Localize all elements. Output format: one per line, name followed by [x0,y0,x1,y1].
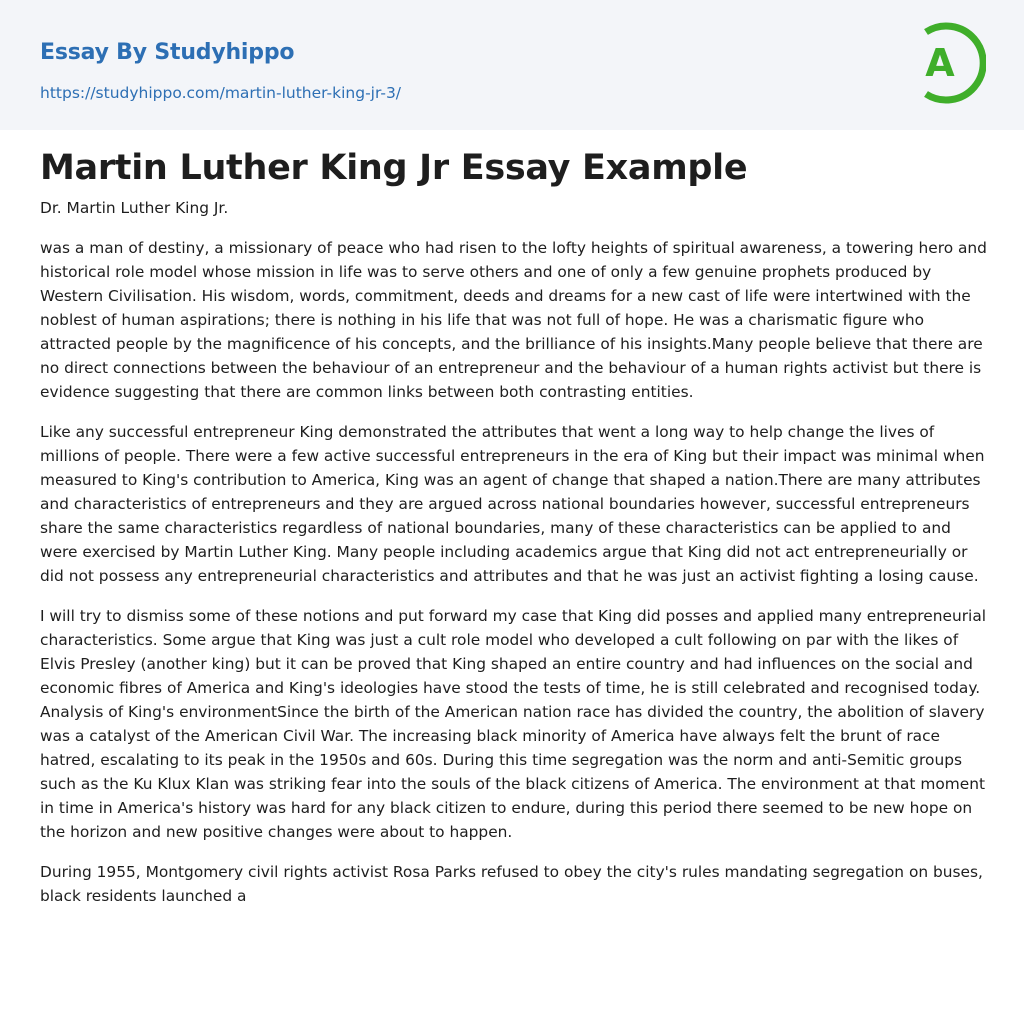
article-title: Martin Luther King Jr Essay Example [40,148,748,188]
site-header [0,0,1024,130]
brand-title[interactable]: Essay By Studyhippo [40,40,295,65]
svg-text:A: A [925,41,955,85]
studyhippo-logo-icon[interactable] [912,20,986,106]
article-paragraph: Dr. Martin Luther King Jr. [40,199,229,217]
article-url-link[interactable]: https://studyhippo.com/martin-luther-king-jr-3/ [40,84,402,102]
article-paragraph: During 1955, Montgomery civil rights activist Rosa Parks refused to obey the city's rules mandating segregation on buses, black residents launched a [40,863,983,905]
article-paragraph: I will try to dismiss some of these notions and put forward my case that King did posses and applied many entrepreneurial characteristics. Some argue that King was just a cult role model who developed a cult following on par with the likes of Elvis Presley (another king) but it can be proved that King shaped an entire country and had influences on the social and economic fibres of America and King's ideologies have stood the tests of time, he is still celebrated and recognised today. Analysis of King's environmentSince the birth of the American nation race has divided the country, the abolition of slavery was a catalyst of the American Civil War. The increasing black minority of America have always felt the brunt of race hatred, escalating to its peak in the 1950s and 60s. During this time segregation was the norm and anti-Semitic groups such as the Ku Klux Klan was striking fear into the souls of the black citizens of America. The environment at that moment in time in America's history was hard for any black citizen to endure, during this period there seemed to be new hope on the horizon and new positive changes were about to happen. [40,607,987,841]
article-body [40,144,990,924]
article-paragraph: was a man of destiny, a missionary of peace who had risen to the lofty heights of spiritual awareness, a towering hero and historical role model whose mission in life was to serve others and one of only a few genuine prophets produced by Western Civilisation. His wisdom, words, commitment, deeds and dreams for a new cast of life were intertwined with the noblest of human aspirations; there is nothing in his life that was not full of hope. He was a charismatic figure who attracted people by the magnificence of his concepts, and the brilliance of his insights.Many people believe that there are no direct connections between the behaviour of an entrepreneur and the behaviour of a human rights activist but there is evidence suggesting that there are common links between both contrasting entities. [40,239,987,401]
article-paragraph: Like any successful entrepreneur King demonstrated the attributes that went a long way to help change the lives of millions of people. There were a few active successful entrepreneurs in the era of King but their impact was minimal when measured to King's contribution to America, King was an agent of change that shaped a nation.There are many attributes and characteristics of entrepreneurs and they are argued across national boundaries however, successful entrepreneurs share the same characteristics regardless of national boundaries, many of these characteristics can be applied to and were exercised by Martin Luther King. Many people including academics argue that King did not act entrepreneurially or did not possess any entrepreneurial characteristics and attributes and that he was just an activist fighting a losing cause. [40,423,985,585]
